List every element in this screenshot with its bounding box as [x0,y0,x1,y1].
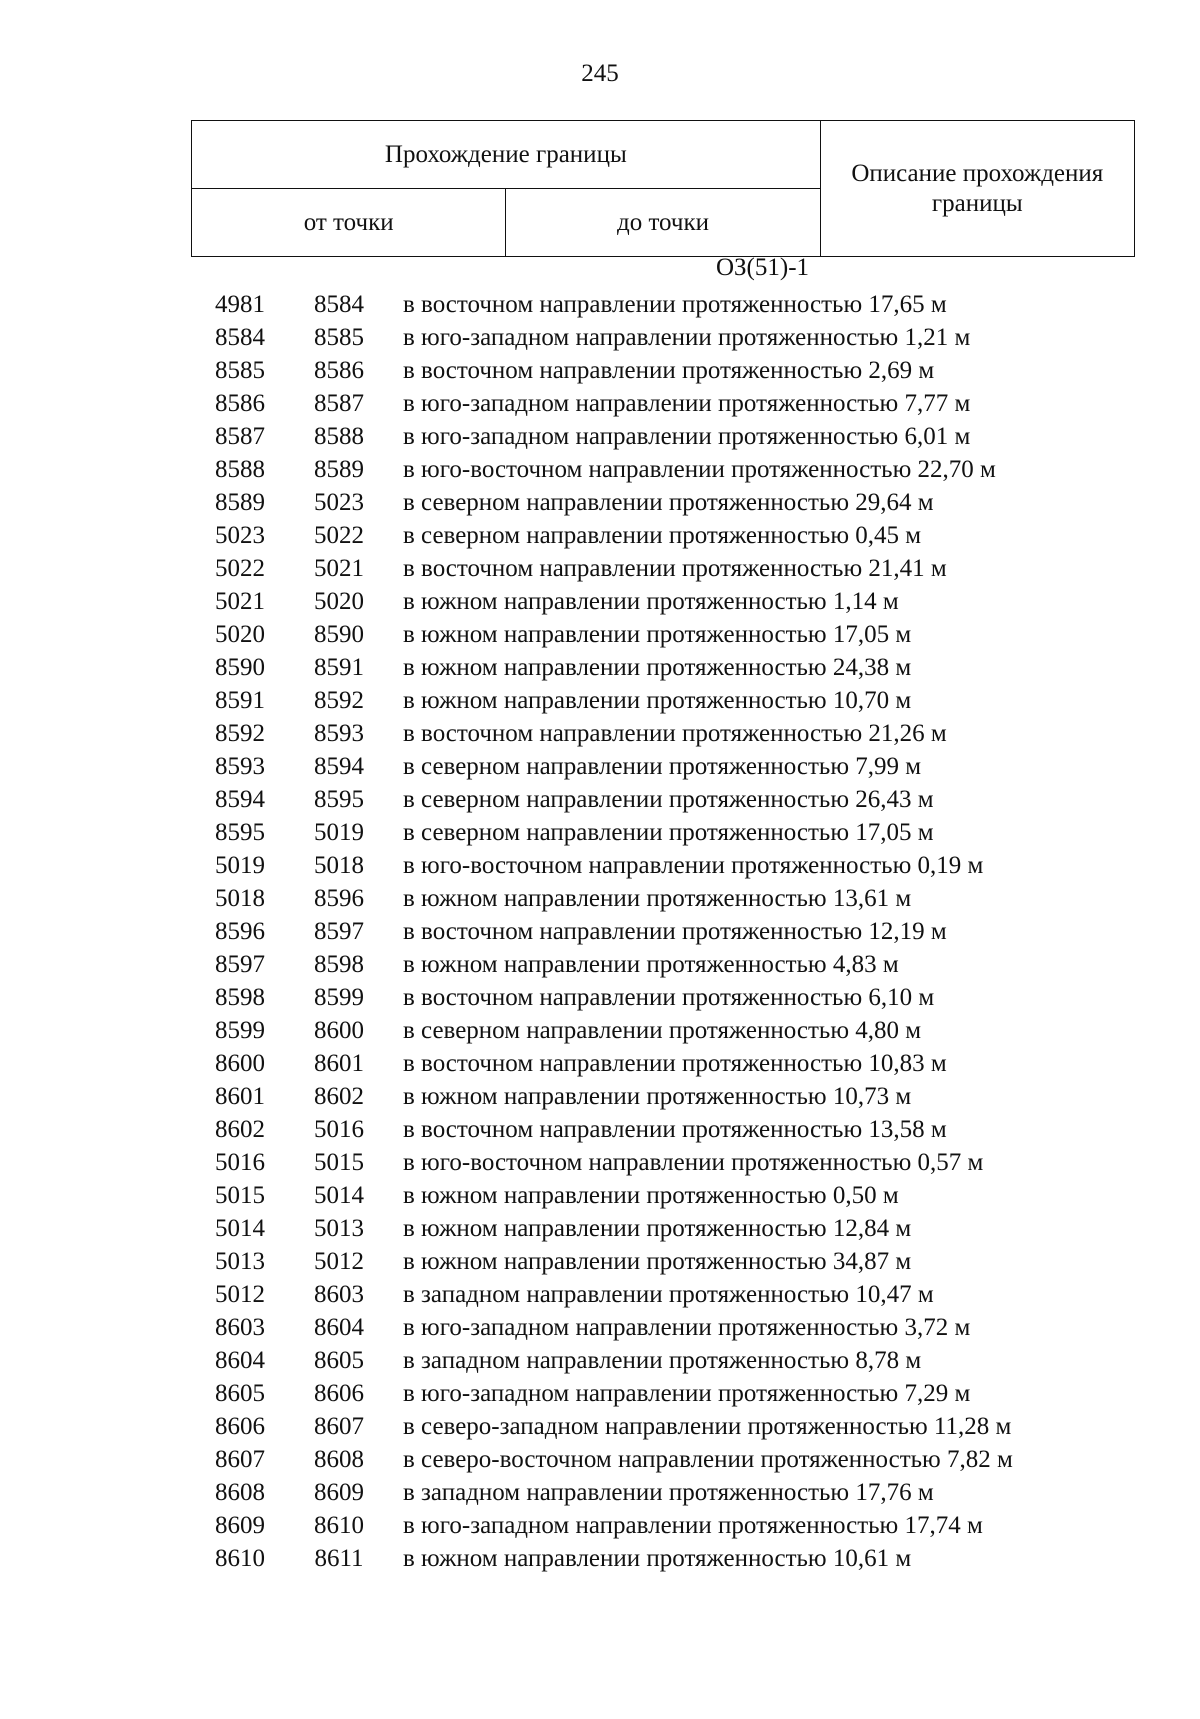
description-cell: в южном направлении протяженностью 17,05 м [403,621,912,648]
description-cell: в юго-западном направлении протяженностью 1,21 м [403,324,971,351]
to-point-cell: 8604 [314,1314,364,1341]
table-row [191,981,1135,1014]
table-row [191,1344,1135,1377]
to-point-cell: 5022 [314,522,364,549]
table-row [191,1542,1135,1575]
table-row [191,915,1135,948]
table-row [191,387,1135,420]
description-cell: в южном направлении протяженностью 4,83 м [403,951,899,978]
description-cell: в восточном направлении протяженностью 17,65 м [403,291,947,318]
from-point-cell: 5012 [215,1281,265,1308]
from-point-cell: 8606 [215,1413,265,1440]
table-row [191,1245,1135,1278]
table-row [191,1146,1135,1179]
to-point-cell: 8593 [314,720,364,747]
from-point-cell: 8585 [215,357,265,384]
description-cell: в южном направлении протяженностью 1,14 м [403,588,899,615]
to-point-cell: 5019 [314,819,364,846]
header-description: Описание прохождения границы [820,121,1134,257]
to-point-cell: 8587 [314,390,364,417]
table-row [191,783,1135,816]
header-passage: Прохождение границы [192,121,821,189]
from-point-cell: 8589 [215,489,265,516]
from-point-cell: 8584 [215,324,265,351]
description-cell: в южном направлении протяженностью 10,70 м [403,687,912,714]
to-point-cell: 5018 [314,852,364,879]
table-row [191,585,1135,618]
from-point-cell: 5021 [215,588,265,615]
from-point-cell: 8608 [215,1479,265,1506]
description-cell: в южном направлении протяженностью 10,73 м [403,1083,912,1110]
table-row [191,1377,1135,1410]
description-cell: в восточном направлении протяженностью 10,83 м [403,1050,947,1077]
table-row [191,717,1135,750]
to-point-cell: 8586 [314,357,364,384]
from-point-cell: 8598 [215,984,265,1011]
from-point-cell: 8601 [215,1083,265,1110]
description-cell: в западном направлении протяженностью 8,78 м [403,1347,922,1374]
to-point-cell: 8605 [314,1347,364,1374]
table-row [191,1278,1135,1311]
description-cell: в южном направлении протяженностью 12,84 м [403,1215,912,1242]
from-point-cell: 8587 [215,423,265,450]
from-point-cell: 5020 [215,621,265,648]
description-cell: в восточном направлении протяженностью 13,58 м [403,1116,947,1143]
table-row [191,618,1135,651]
to-point-cell: 8594 [314,753,364,780]
table-row [191,453,1135,486]
header-from-point: от точки [192,189,506,257]
description-cell: в северном направлении протяженностью 7,99 м [403,753,922,780]
description-cell: в восточном направлении протяженностью 6,10 м [403,984,935,1011]
table-row [191,1113,1135,1146]
to-point-cell: 5021 [314,555,364,582]
to-point-cell: 8598 [314,951,364,978]
to-point-cell: 5023 [314,489,364,516]
boundary-table-header [191,120,1135,257]
description-cell: в южном направлении протяженностью 34,87 м [403,1248,912,1275]
to-point-cell: 5013 [314,1215,364,1242]
description-cell: в восточном направлении протяженностью 2,69 м [403,357,935,384]
table-row [191,816,1135,849]
to-point-cell: 8596 [314,885,364,912]
table-row [191,354,1135,387]
table-row [191,651,1135,684]
from-point-cell: 5018 [215,885,265,912]
description-cell: в юго-восточном направлении протяженностью 0,19 м [403,852,984,879]
from-point-cell: 8594 [215,786,265,813]
to-point-cell: 5012 [314,1248,364,1275]
from-point-cell: 5015 [215,1182,265,1209]
to-point-cell: 8600 [314,1017,364,1044]
table-row [191,1080,1135,1113]
description-cell: в восточном направлении протяженностью 12,19 м [403,918,947,945]
table-row [191,1014,1135,1047]
from-point-cell: 8597 [215,951,265,978]
from-point-cell: 5014 [215,1215,265,1242]
description-cell: в северном направлении протяженностью 29,64 м [403,489,934,516]
to-point-cell: 8601 [314,1050,364,1077]
description-cell: в юго-восточном направлении протяженностью 0,57 м [403,1149,984,1176]
table-row [191,486,1135,519]
table-row [191,1179,1135,1212]
to-point-cell: 8585 [314,324,364,351]
header-to-point: до точки [506,189,820,257]
description-cell: в южном направлении протяженностью 24,38 м [403,654,912,681]
table-row [191,552,1135,585]
to-point-cell: 8602 [314,1083,364,1110]
table-row [191,321,1135,354]
table-row [191,849,1135,882]
description-cell: в западном направлении протяженностью 17,76 м [403,1479,934,1506]
description-cell: в северо-восточном направлении протяженностью 7,82 м [403,1446,1013,1473]
description-cell: в юго-западном направлении протяженностью 7,77 м [403,390,971,417]
page-number: 245 [581,60,619,87]
to-point-cell: 5015 [314,1149,364,1176]
description-cell: в северном направлении протяженностью 17,05 м [403,819,934,846]
description-cell: в восточном направлении протяженностью 21,26 м [403,720,947,747]
description-cell: в северном направлении протяженностью 0,45 м [403,522,922,549]
to-point-cell: 8597 [314,918,364,945]
from-point-cell: 8599 [215,1017,265,1044]
from-point-cell: 5013 [215,1248,265,1275]
from-point-cell: 8592 [215,720,265,747]
to-point-cell: 8590 [314,621,364,648]
table-row [191,1311,1135,1344]
to-point-cell: 5020 [314,588,364,615]
table-row [191,288,1135,321]
from-point-cell: 5022 [215,555,265,582]
from-point-cell: 8607 [215,1446,265,1473]
description-cell: в западном направлении протяженностью 10,47 м [403,1281,934,1308]
from-point-cell: 5019 [215,852,265,879]
description-cell: в юго-западном направлении протяженностью 17,74 м [403,1512,983,1539]
to-point-cell: 8611 [314,1545,364,1572]
from-point-cell: 4981 [215,291,265,318]
from-point-cell: 5023 [215,522,265,549]
from-point-cell: 8603 [215,1314,265,1341]
description-cell: в южном направлении протяженностью 13,61 м [403,885,912,912]
from-point-cell: 8595 [215,819,265,846]
table-row [191,750,1135,783]
to-point-cell: 8607 [314,1413,364,1440]
from-point-cell: 8600 [215,1050,265,1077]
to-point-cell: 8608 [314,1446,364,1473]
to-point-cell: 8603 [314,1281,364,1308]
description-cell: в южном направлении протяженностью 0,50 м [403,1182,899,1209]
description-cell: в восточном направлении протяженностью 21,41 м [403,555,947,582]
description-cell: в юго-западном направлении протяженностью 3,72 м [403,1314,971,1341]
from-point-cell: 8604 [215,1347,265,1374]
from-point-cell: 8586 [215,390,265,417]
to-point-cell: 8609 [314,1479,364,1506]
table-row [191,948,1135,981]
description-cell: в северном направлении протяженностью 26,43 м [403,786,934,813]
from-point-cell: 8593 [215,753,265,780]
from-point-cell: 8605 [215,1380,265,1407]
table-row [191,1509,1135,1542]
from-point-cell: 8609 [215,1512,265,1539]
table-row [191,420,1135,453]
table-row [191,684,1135,717]
from-point-cell: 8591 [215,687,265,714]
from-point-cell: 8610 [215,1545,265,1572]
to-point-cell: 8599 [314,984,364,1011]
table-row [191,882,1135,915]
description-cell: в юго-западном направлении протяженностью 6,01 м [403,423,971,450]
from-point-cell: 8588 [215,456,265,483]
to-point-cell: 8595 [314,786,364,813]
to-point-cell: 8584 [314,291,364,318]
to-point-cell: 8591 [314,654,364,681]
table-row [191,519,1135,552]
to-point-cell: 8606 [314,1380,364,1407]
boundary-rows [191,288,1135,1575]
description-cell: в юго-западном направлении протяженностью 7,29 м [403,1380,971,1407]
description-cell: в северном направлении протяженностью 4,80 м [403,1017,922,1044]
from-point-cell: 8596 [215,918,265,945]
to-point-cell: 8610 [314,1512,364,1539]
description-cell: в южном направлении протяженностью 10,61 м [403,1545,912,1572]
to-point-cell: 8589 [314,456,364,483]
description-cell: в юго-восточном направлении протяженностью 22,70 м [403,456,996,483]
to-point-cell: 8588 [314,423,364,450]
from-point-cell: 8590 [215,654,265,681]
table-row [191,1212,1135,1245]
from-point-cell: 8602 [215,1116,265,1143]
table-row [191,1410,1135,1443]
to-point-cell: 5014 [314,1182,364,1209]
section-title: ОЗ(51)-1 [715,254,810,281]
to-point-cell: 8592 [314,687,364,714]
from-point-cell: 5016 [215,1149,265,1176]
to-point-cell: 5016 [314,1116,364,1143]
table-row [191,1476,1135,1509]
description-cell: в северо-западном направлении протяженностью 11,28 м [403,1413,1012,1440]
table-row [191,1443,1135,1476]
table-row [191,1047,1135,1080]
